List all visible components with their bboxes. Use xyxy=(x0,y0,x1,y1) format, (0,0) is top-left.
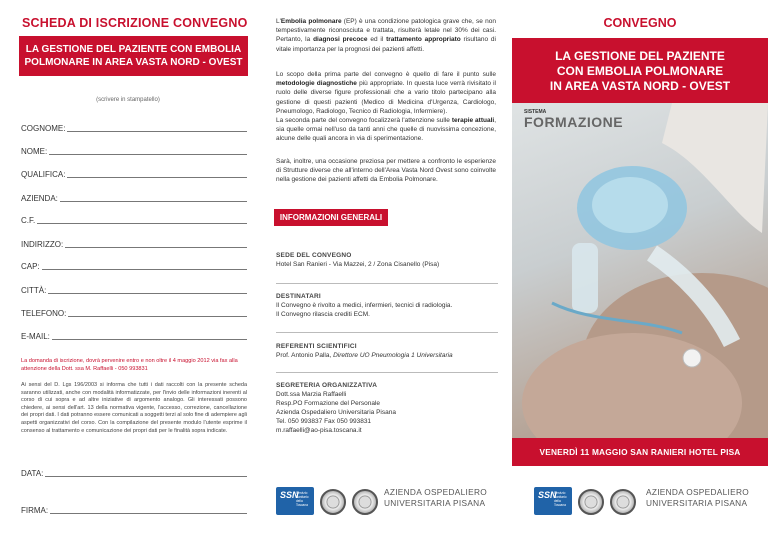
citta-field[interactable] xyxy=(21,283,247,295)
cover-banner-line2: CON EMBOLIA POLMONARE xyxy=(556,64,724,78)
cover-title: CONVEGNO xyxy=(603,16,677,30)
university-seal-icon xyxy=(320,489,346,515)
cover-photo xyxy=(512,103,768,438)
referenti-heading: REFERENTI SCIENTIFICI xyxy=(276,343,357,350)
divider xyxy=(276,283,498,284)
telefono-label: TELEFONO: xyxy=(21,309,67,318)
destinatari-section xyxy=(276,292,498,319)
email-label: E-MAIL: xyxy=(21,332,50,341)
nome-field[interactable] xyxy=(21,144,247,156)
cap-field[interactable] xyxy=(21,259,247,271)
destinatari-heading: DESTINATARI xyxy=(276,293,321,300)
form-banner-line2: POLMONARE IN AREA VASTA NORD - OVEST xyxy=(24,57,243,68)
data-label: DATA: xyxy=(21,469,44,478)
qualifica-label: QUALIFICA: xyxy=(21,170,66,179)
cognome-label: COGNOME: xyxy=(21,124,66,133)
cap-label: CAP: xyxy=(21,262,40,271)
segreteria-line: Azienda Ospedaliero Universitaria Pisana xyxy=(276,409,396,416)
indirizzo-label: INDIRIZZO: xyxy=(21,240,64,249)
referenti-section xyxy=(276,342,498,360)
sede-text: Hotel San Ranieri - Via Mazzei, 2 / Zona Cisanello (Pisa) xyxy=(276,261,440,268)
org-name: AZIENDA OSPEDALIERO UNIVERSITARIA PISANA xyxy=(384,487,487,508)
intro-paragraph-2: Lo scopo della prima parte del convegno è quello di fare il punto sulle metodologie diagnostiche più appropriate. In questa luce verrà rivisitato il ruolo delle diverse figure professionali che a vario titolo partecipano alla gestione di questi pazienti (Medico di Medicina d'Urgenza, Cardiologo, Pneumologo, Radiologo, Tecnico di Radiologia, Infermiere). La seconda parte del convegno focalizzerà l'attenzione sulle terapie attuali, sia quelle ormai nell'uso da tanti anni che quelle di nuovissima concezione, alcune delle quali ancora in via di sperimentazione. xyxy=(276,71,496,143)
patient-photo-illustration xyxy=(512,103,768,438)
registration-panel xyxy=(0,0,256,543)
azienda-label: AZIENDA: xyxy=(21,194,58,203)
org-name: AZIENDA OSPEDALIERO UNIVERSITARIA PISANA xyxy=(646,487,749,508)
segreteria-heading: SEGRETERIA ORGANIZZATIVA xyxy=(276,382,378,389)
ssn-logo-icon: SSN Servizio Sanitario della Toscana xyxy=(534,487,572,515)
cover-banner-line3: IN AREA VASTA NORD - OVEST xyxy=(549,79,731,93)
sede-section xyxy=(276,251,498,269)
citta-label: CITTÀ: xyxy=(21,286,47,295)
telefono-field[interactable] xyxy=(21,306,247,318)
firma-label: FIRMA: xyxy=(21,506,49,515)
form-title: SCHEDA DI ISCRIZIONE CONVEGNO xyxy=(22,16,248,30)
nome-label: NOME: xyxy=(21,147,48,156)
firma-field[interactable] xyxy=(21,503,247,515)
event-date-banner: VENERDÌ 11 MAGGIO SAN RANIERI HOTEL PISA xyxy=(512,438,768,466)
referenti-text: Prof. Antonio Palla, Direttore UO Pneumologia 1 Universitaria xyxy=(276,352,453,359)
sede-heading: SEDE DEL CONVEGNO xyxy=(276,252,352,259)
email-field[interactable] xyxy=(21,329,247,341)
ssn-logo-icon: SSN Servizio Sanitario della Toscana xyxy=(276,487,314,515)
segreteria-email: m.raffaelli@ao-pisa.toscana.it xyxy=(276,427,362,434)
privacy-note: Ai sensi del D. Lgs 196/2003 si informa che tutti i dati raccolti con la presente scheda saranno utilizzati, anche con modalità informatizzate, per l'invio delle informazioni inerenti al corso di cui sopra e ad altre iniziative di argomento analogo. Gli interessati possono chiedere, ai sensi dell'art. 13 della normativa vigente, l'accesso, correzione, cancellazione dei propri dati. I dati potranno essere comunicati a soggetti terzi al solo fine di adempiere agli aspetti organizzativi del corso. Con la compilazione del presente modulo l'utente esprime il consenso al trattamento e comunicazione dei propri dati per le finalità sopra indicate. xyxy=(21,382,247,434)
cognome-field[interactable] xyxy=(21,121,247,133)
destinatari-line1: Il Convegno è rivolto a medici, infermieri, tecnici di radiologia. xyxy=(276,302,453,309)
form-banner-line1: LA GESTIONE DEL PAZIENTE CON EMBOLIA xyxy=(25,44,242,55)
cf-label: C.F. xyxy=(21,216,36,225)
intro-paragraph-1: L'Embolia polmonare (EP) è una condizione patologica grave che, se non tempestivamente riconosciuta e trattata, risulterà letale nel 30% dei casi. Pertanto, la diagnosi precoce ed il trattamento appropriato risultano di vitale importanza per la prognosi dei pazienti affetti. xyxy=(276,18,496,53)
info-panel xyxy=(256,0,512,543)
data-field[interactable] xyxy=(21,466,247,478)
qualifica-field[interactable] xyxy=(21,167,247,179)
indirizzo-field[interactable] xyxy=(21,237,247,249)
segreteria-line: Dott.ssa Marzia Raffaelli xyxy=(276,391,347,398)
divider xyxy=(276,372,498,373)
hospital-seal-icon xyxy=(610,489,636,515)
general-info-header: INFORMAZIONI GENERALI xyxy=(274,209,388,226)
segreteria-section xyxy=(276,381,498,435)
cf-field[interactable] xyxy=(21,213,247,225)
azienda-field[interactable] xyxy=(21,191,247,203)
cover-banner xyxy=(512,38,768,103)
intro-paragraph-3: Sarà, inoltre, una occasione preziosa per mettere a confronto le esperienze di Strutture diverse che all'interno dell'Area Vasta Nord Ovest sono coinvolte nella gestione dei pazienti affetti da Embolia Polmonare. xyxy=(276,158,496,184)
deadline-note: La domanda di iscrizione, dovrà pervenire entro e non oltre il 4 maggio 2012 via fax alla attenzione della Dott. ssa M. Raffaelli - 050 993831 xyxy=(21,358,238,372)
print-hint: (scrivere in stampatello) xyxy=(96,97,160,103)
university-seal-icon xyxy=(578,489,604,515)
form-banner xyxy=(19,36,248,76)
sistema-formazione-logo: SISTEMA FORMAZIONE xyxy=(524,109,624,130)
middle-logo-row xyxy=(276,483,506,523)
hospital-seal-icon xyxy=(352,489,378,515)
cover-panel xyxy=(512,0,768,543)
destinatari-line2: Il Convegno rilascia crediti ECM. xyxy=(276,311,370,318)
divider xyxy=(276,332,498,333)
segreteria-line: Tel. 050 993837 Fax 050 993831 xyxy=(276,418,372,425)
cover-banner-line1: LA GESTIONE DEL PAZIENTE xyxy=(555,49,725,63)
cover-logo-row xyxy=(534,483,764,523)
segreteria-line: Resp.PO Formazione del Personale xyxy=(276,400,381,407)
